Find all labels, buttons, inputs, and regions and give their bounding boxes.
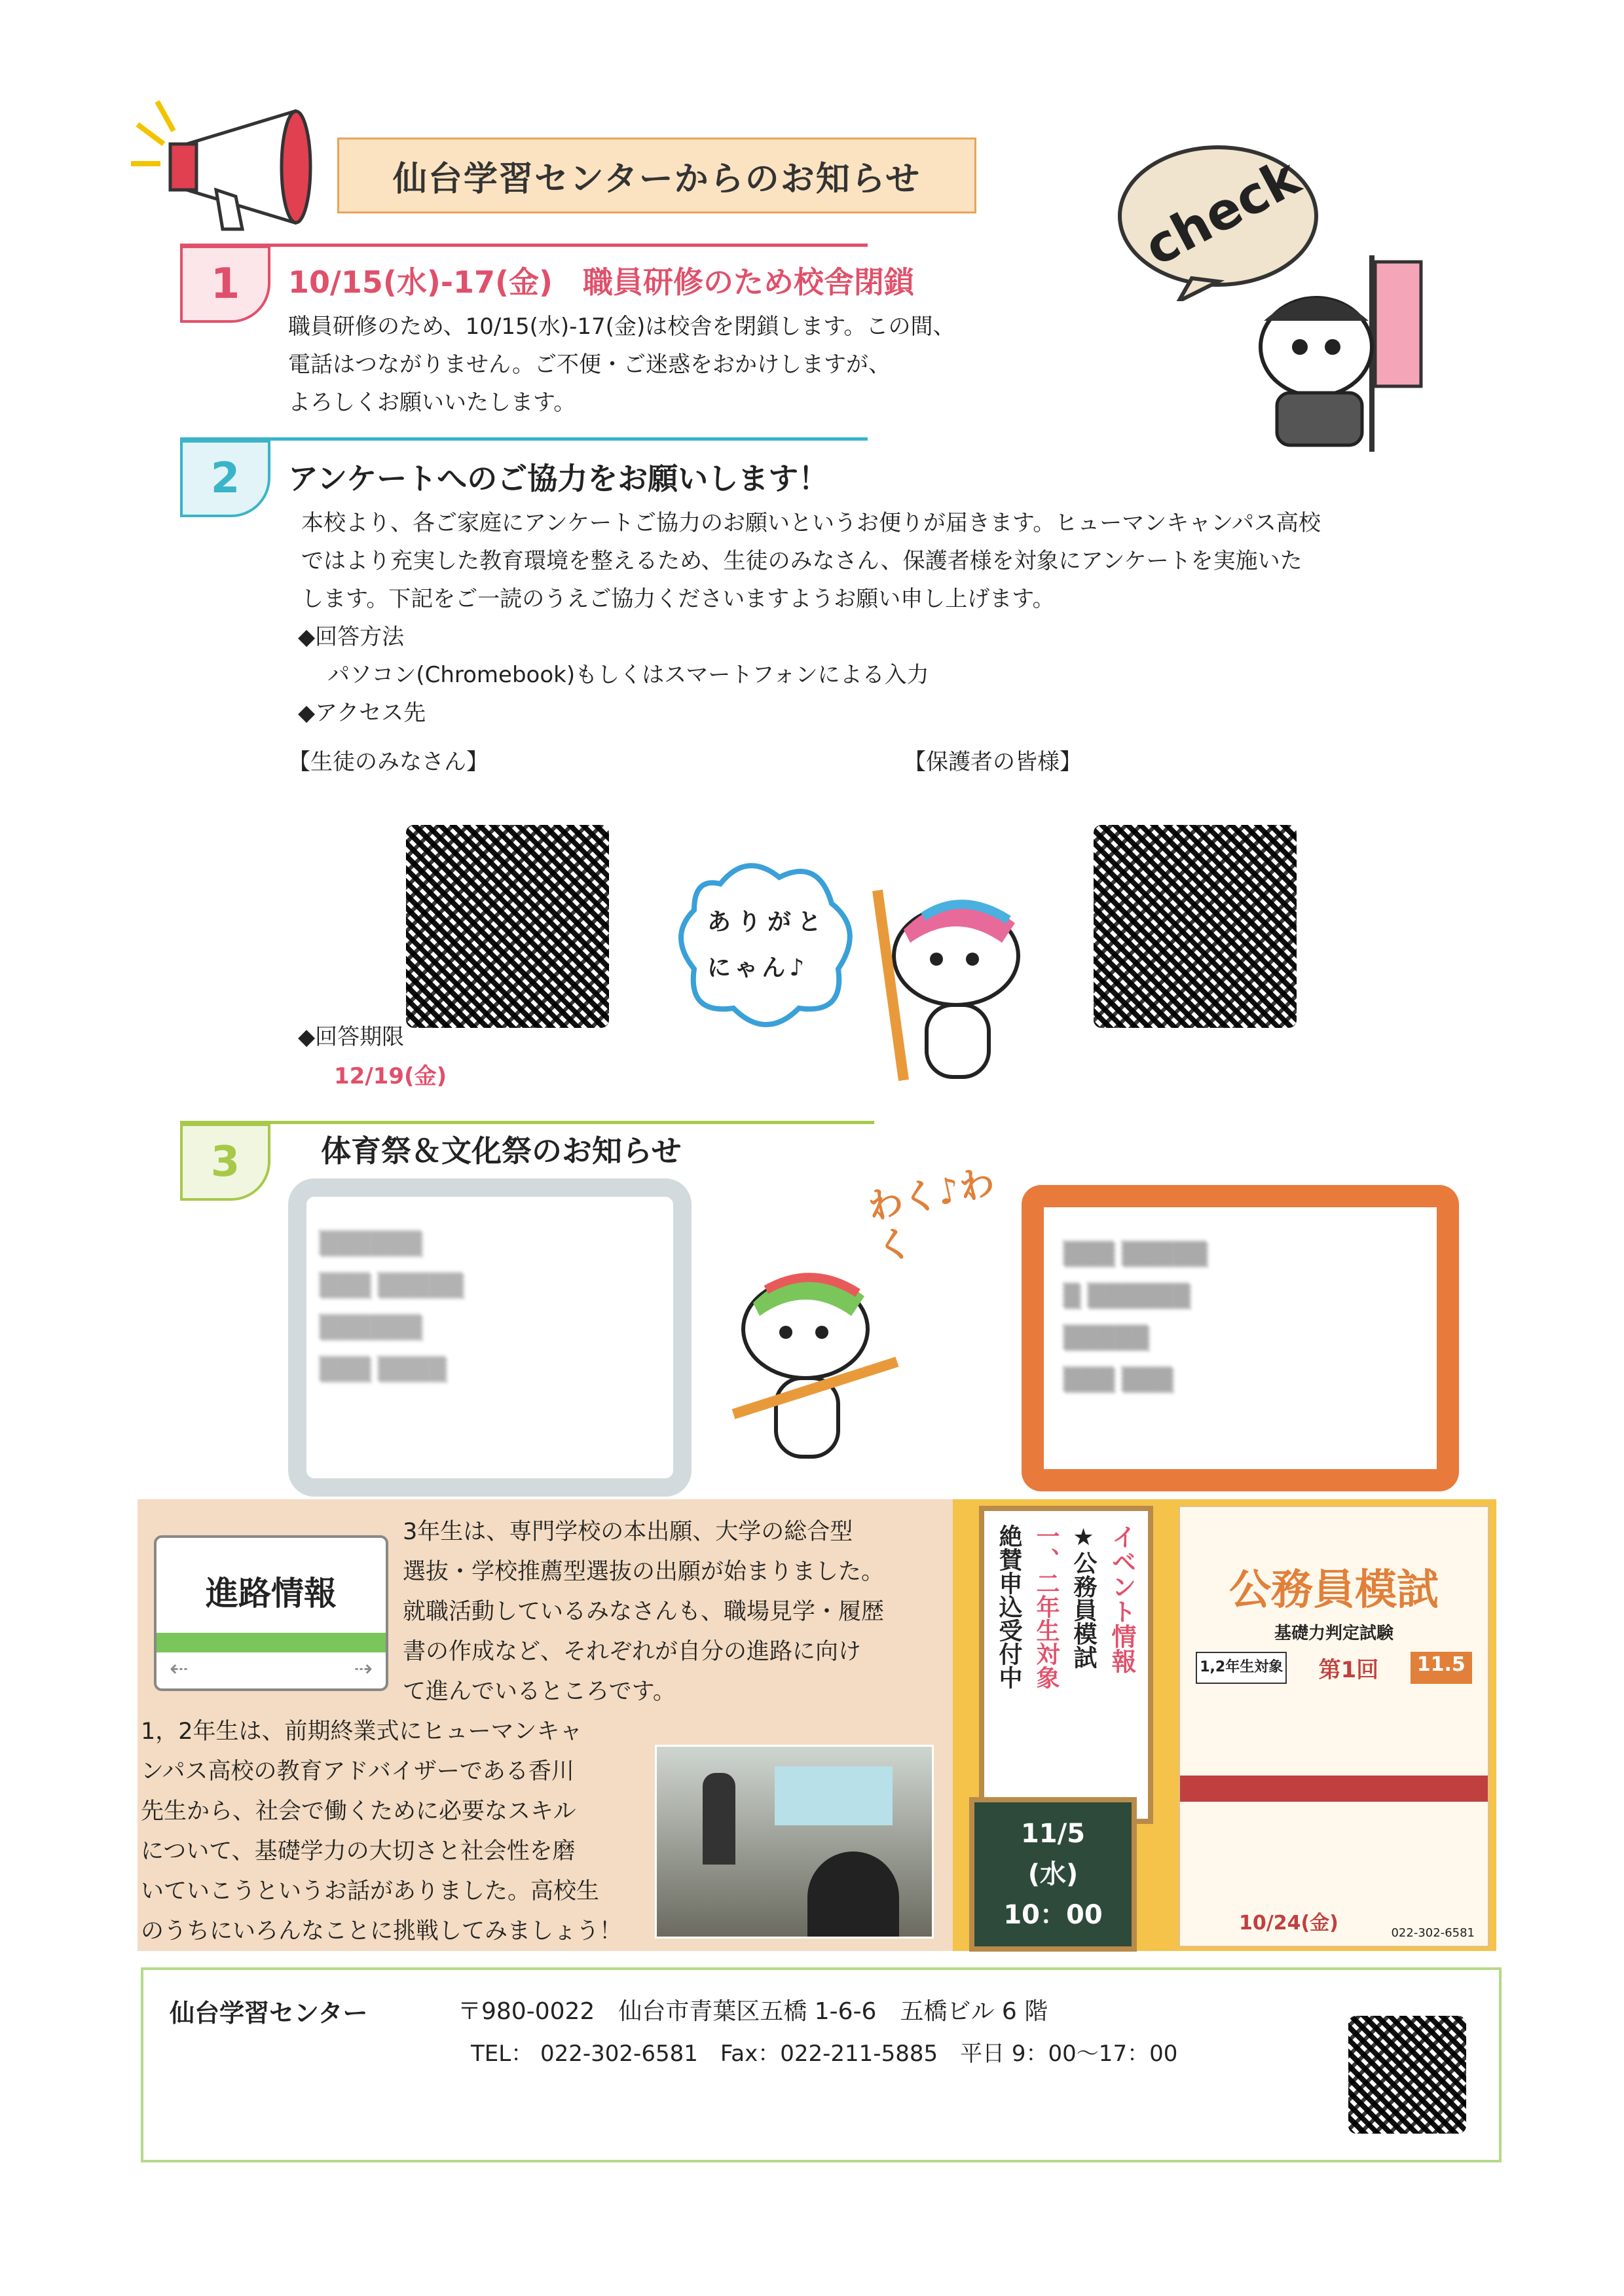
section2-title: アンケートへのご協力をお願いします！ <box>288 461 829 496</box>
board-col: 絶賛申込受付中 <box>995 1524 1022 1689</box>
section2-divider <box>180 437 868 441</box>
blurred-text: ▒▒▒ ▒▒▒▒▒ ▒ ▒▒▒▒▒▒ ▒▒▒▒▒ ▒▒▒ ▒▒▒ <box>1063 1241 1208 1393</box>
parents-qr-code[interactable] <box>1094 825 1297 1028</box>
sports-festival-notice <box>288 1178 692 1497</box>
arrow-left-icon: ⇠ <box>170 1656 189 1682</box>
section1-line: 職員研修のため、10/15(水)-17(金)は校舎を閉鎖します。この間、 <box>288 314 955 340</box>
thanks-cloud <box>668 845 864 1044</box>
students-label: 【生徒のみなさん】 <box>288 749 489 775</box>
students-qr-code[interactable] <box>406 825 609 1028</box>
culture-festival-notice <box>1022 1185 1459 1491</box>
arrow-right-icon: ⇢ <box>354 1656 373 1682</box>
lecture-photo <box>655 1745 934 1939</box>
method-heading: ◆回答方法 <box>298 624 405 650</box>
painter-cat-2-icon <box>707 1257 904 1476</box>
section3-number: 3 <box>180 1123 270 1201</box>
section1-number: 1 <box>180 246 270 323</box>
poster-date: 11.5 <box>1411 1652 1472 1684</box>
deadline-heading: ◆回答期限 <box>298 1024 405 1050</box>
career-top-text <box>403 1512 884 1712</box>
event-date-line: 11/5 <box>1020 1819 1086 1849</box>
deadline-date: 12/19(金) <box>334 1063 447 1089</box>
poster-round: 第1回 <box>1318 1657 1379 1683</box>
career-line: 書の作成など、それぞれが自分の進路に向け <box>403 1639 862 1665</box>
career-line: 先生から、社会で働くために必要なスキル <box>141 1798 576 1825</box>
poster-title: 公務員模試 <box>1229 1566 1439 1614</box>
poster-round-row <box>1180 1652 1488 1684</box>
parents-label: 【保護者の皆様】 <box>904 749 1082 775</box>
career-line: 選抜・学校推薦型選抜の出願が始まりました。 <box>403 1559 885 1585</box>
career-line: 3年生は、専門学校の本出願、大学の総合型 <box>403 1519 853 1545</box>
section2-line: します。下記をご一読のうえご協力くださいますようお願い申し上げます。 <box>301 586 1055 612</box>
board-col: 一、二年生対象 <box>1033 1524 1060 1689</box>
section3-divider <box>180 1121 874 1124</box>
audience-shape <box>807 1851 899 1937</box>
career-line: について、基礎学力の大切さと社会性を磨 <box>141 1838 576 1865</box>
footer-contact-line: TEL： 022-302-6581 Fax：022-211-5885 平日 9：00～17：00 <box>471 2041 1178 2067</box>
thanks-line-1: ありがと <box>707 909 828 936</box>
poster-target: 1,2年生対象 <box>1196 1652 1287 1684</box>
poster-banner <box>1180 1776 1488 1802</box>
waku-waku-text: わく♪わく <box>864 1161 999 1269</box>
career-sign-label: 進路情報 <box>206 1575 337 1613</box>
section1-title: 10/15(水)-17(金) 職員研修のため校舎閉鎖 <box>288 264 915 300</box>
section1-line: 電話はつながりません。ご不便・ご迷惑をおかけしますが、 <box>288 352 891 378</box>
career-line: いていこうというお話がありました。高校生 <box>141 1878 600 1904</box>
method-text: パソコン(Chromebook)もしくはスマートフォンによる入力 <box>327 662 929 688</box>
section2-line: ではより充実した教育環境を整えるため、生徒のみなさん、保護者様を対象にアンケートを実施いた <box>301 548 1302 574</box>
poster-deadline: 10/24(金) <box>1239 1912 1338 1935</box>
event-date-chalkboard <box>969 1797 1137 1952</box>
board-col: イベント情報 <box>1107 1524 1136 1673</box>
footer-qr-code[interactable] <box>1348 2016 1466 2134</box>
section2-body <box>298 504 1321 732</box>
career-sign-stripe <box>157 1633 386 1652</box>
footer-address: 〒980-0022 仙台市青葉区五橋 1-6-6 五橋ビル 6 階 <box>458 1998 1048 2025</box>
board-col: ★公務員模試 <box>1070 1524 1097 1669</box>
speaker-shape <box>703 1773 735 1865</box>
career-line: 1，2年生は、前期終業式にヒューマンキャ <box>141 1719 583 1745</box>
career-bottom-text <box>141 1712 622 1952</box>
samurai-mascot-icon <box>1244 249 1460 461</box>
career-line: のうちにいろんなことに挑戦してみましょう！ <box>141 1918 623 1944</box>
poster-subtitle: 基礎力判定試験 <box>1274 1624 1393 1643</box>
blurred-text: ▒▒▒▒▒▒ ▒▒▒ ▒▒▒▒▒ ▒▒▒▒▒▒ ▒▒▒ ▒▒▒▒ <box>320 1231 464 1383</box>
career-sign <box>154 1535 388 1691</box>
check-label: check <box>1135 147 1310 278</box>
career-line: て進んでいるところです。 <box>403 1679 676 1705</box>
access-heading: ◆アクセス先 <box>298 700 426 726</box>
event-date-line: (水) <box>1027 1859 1079 1889</box>
painter-cat-icon <box>864 884 1048 1096</box>
poster-phone: 022-302-6581 <box>1391 1926 1475 1940</box>
career-line: 就職活動しているみなさんも、職場見学・履歴 <box>403 1599 885 1625</box>
event-date-line: 10：00 <box>1003 1900 1103 1930</box>
page-title: 仙台学習センターからのお知らせ <box>337 137 976 213</box>
section3-title: 体育祭＆文化祭のお知らせ <box>321 1133 682 1169</box>
section1-body <box>288 308 955 422</box>
section2-number: 2 <box>180 440 270 517</box>
mock-exam-poster <box>1179 1506 1489 1947</box>
footer-center-name: 仙台学習センター <box>170 1999 368 2028</box>
career-line: ンパス高校の教育アドバイザーである香川 <box>141 1758 574 1785</box>
section2-line: 本校より、各ご家庭にアンケートご協力のお願いというお便りが届きます。ヒューマンキャンパス高校 <box>301 510 1321 536</box>
megaphone-icon <box>124 98 334 245</box>
screen-shape <box>775 1766 893 1825</box>
thanks-line-2: にゃん♪ <box>707 955 809 981</box>
section1-divider <box>180 244 868 247</box>
event-board <box>979 1506 1153 1824</box>
section1-line: よろしくお願いいたします。 <box>288 390 576 416</box>
footer-contact <box>141 1967 1502 2162</box>
